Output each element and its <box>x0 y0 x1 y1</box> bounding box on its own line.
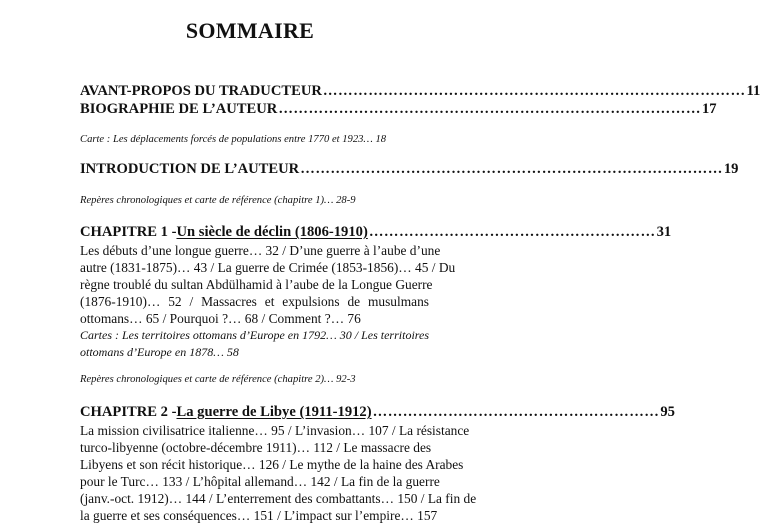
chapter-page: 95 <box>660 404 675 420</box>
chapter-1-contents-line: autre (1831-1875)… 43 / La guerre de Crimée (1853-1856)… 45 / Du <box>80 260 456 275</box>
toc-entry-introduction[interactable] <box>80 160 739 178</box>
chapter-1-heading[interactable] <box>80 223 672 241</box>
chapter-1-contents-line: règne troublé du sultan Abdülhamid à l’aube de la Longue Guerre <box>80 277 433 292</box>
dot-leader: ………………………………………………………………………… <box>322 83 746 99</box>
chapter-number: CHAPITRE 2 - <box>80 404 177 420</box>
chapter-1-contents-line: Les débuts d’une longue guerre… 32 / D’une guerre à l’aube d’une <box>80 243 441 258</box>
toc-entry-biographie[interactable] <box>80 100 717 118</box>
page-title: SOMMAIRE <box>185 18 315 43</box>
toc-entry-label: INTRODUCTION DE L’AUTEUR <box>80 161 300 177</box>
chapter-number: CHAPITRE 1 - <box>80 224 177 240</box>
dot-leader: ………………………………………………… <box>372 404 660 420</box>
chapter-2-contents-line: pour le Turc… 133 / L’hôpital allemand… 142 / La fin de la guerre <box>80 474 440 489</box>
chapter-2-contents-line: la guerre et ses conséquences… 151 / L’impact sur l’empire… 157 <box>80 508 438 523</box>
chapter-page: 31 <box>656 224 672 240</box>
chapter-2-contents-line: (janv.-oct. 1912)… 144 / L’enterrement des combattants… 150 / La fin de <box>80 491 477 506</box>
chapter-2-contents-line: turco-libyenne (octobre-décembre 1911)… 112 / Le massacre des <box>80 440 432 455</box>
toc-entry-page: 11 <box>746 83 760 99</box>
chapter-2-contents-line: La mission civilisatrice italienne… 95 / L’invasion… 107 / La résistance <box>80 423 470 438</box>
chapter-1-contents-line: (1876-1910)… 52 / Massacres et expulsions de musulmans <box>80 294 429 309</box>
chapter-title: La guerre de Libye (1911-1912) <box>176 404 372 420</box>
reference-note-chapter-2: Repères chronologiques et carte de référence (chapitre 2)… 92-3 <box>80 374 356 385</box>
toc-entry-label: BIOGRAPHIE DE L’AUTEUR <box>80 101 278 117</box>
toc-entry-page: 19 <box>723 161 739 177</box>
chapter-1-contents-line: ottomans… 65 / Pourquoi ?… 68 / Comment ?… 76 <box>80 311 361 326</box>
toc-entry-page: 17 <box>701 101 717 117</box>
chapter-title: Un siècle de déclin (1806-1910) <box>176 224 368 240</box>
toc-entry-label: AVANT-PROPOS DU TRADUCTEUR <box>80 83 322 99</box>
reference-note-chapter-1: Repères chronologiques et carte de référence (chapitre 1)… 28-9 <box>80 195 356 206</box>
dot-leader: ………………………………………………………………………… <box>278 101 701 117</box>
toc-entry-avant-propos[interactable] <box>80 82 760 100</box>
chapter-2-contents-line: Libyens et son récit historique… 126 / Le mythe de la haine des Arabes <box>80 457 464 472</box>
chapter-1-maps-line: ottomans d’Europe en 1878… 58 <box>80 345 239 359</box>
dot-leader: ………………………………………………… <box>368 224 656 240</box>
chapter-2-heading[interactable] <box>80 403 675 421</box>
chapter-1-maps-line: Cartes : Les territoires ottomans d’Europe en 1792… 30 / Les territoires <box>80 328 429 342</box>
map-note: Carte : Les déplacements forcés de populations entre 1770 et 1923… 18 <box>80 134 387 145</box>
dot-leader: ………………………………………………………………………… <box>300 161 723 177</box>
